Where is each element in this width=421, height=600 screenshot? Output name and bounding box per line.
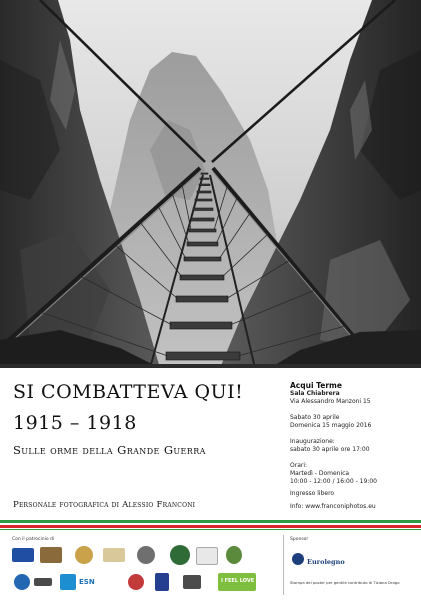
info-address: Via Alessandro Manzoni 15	[290, 398, 371, 405]
red-badge-logo	[128, 574, 144, 590]
poster-title: SI COMBATTEVA QUI!	[13, 381, 244, 403]
esn-logo: ESN	[79, 578, 95, 586]
network-logo	[60, 574, 76, 590]
building-logo	[103, 548, 125, 562]
sponsor-name: Eurolegno	[307, 558, 345, 566]
eagle-logo	[137, 546, 155, 564]
info-city: Acqui Terme	[290, 381, 342, 390]
green-crest-logo	[226, 546, 242, 564]
poster-subtitle: Sulle orme della Grande Guerra	[13, 443, 206, 457]
shield-logo	[155, 573, 169, 591]
info-inauguration-label: Inaugurazione:	[290, 438, 335, 445]
dark-band-logo	[34, 578, 52, 586]
info-hours-value: 10:00 - 12:00 / 16:00 - 19:00	[290, 478, 377, 485]
patronage-label: Con il patrocinio di	[12, 537, 55, 542]
eurolegno-icon	[292, 553, 304, 565]
info-admission: Ingresso libero	[290, 490, 335, 497]
flag-stripe-red	[0, 525, 421, 528]
eu-flag-logo	[12, 548, 34, 562]
blue-circle-logo	[14, 574, 30, 590]
poster-years: 1915 – 1918	[13, 412, 137, 434]
flag-stripe-green-bottom	[0, 529, 421, 530]
association-logo	[170, 545, 190, 565]
info-inauguration-value: sabato 30 aprile ore 17:00	[290, 446, 370, 453]
info-hours-days: Martedì - Domenica	[290, 470, 350, 477]
bird-logo	[183, 575, 201, 589]
info-hours-label: Orari:	[290, 462, 308, 469]
star-logo	[196, 547, 218, 565]
i-feel-love-logo	[218, 573, 256, 591]
info-venue: Sala Chiabrera	[290, 390, 340, 397]
crest-logo	[75, 546, 93, 564]
poster-author: Personale fotografica di Alessio Franconi	[13, 500, 196, 510]
info-date-start: Sabato 30 aprile	[290, 414, 340, 421]
municipality-logo	[40, 547, 62, 563]
footer-divider	[283, 535, 284, 595]
sponsor-label: Sponsor	[290, 537, 309, 542]
i-feel-love-text: I FEEL LOVE	[221, 578, 255, 584]
info-date-end: Domenica 15 maggio 2016	[290, 422, 372, 429]
print-credit: Stampa dei poster per gentile contributo di Tiziana Drago	[290, 580, 400, 585]
info-website[interactable]: Info: www.franconiphotos.eu	[290, 503, 376, 510]
